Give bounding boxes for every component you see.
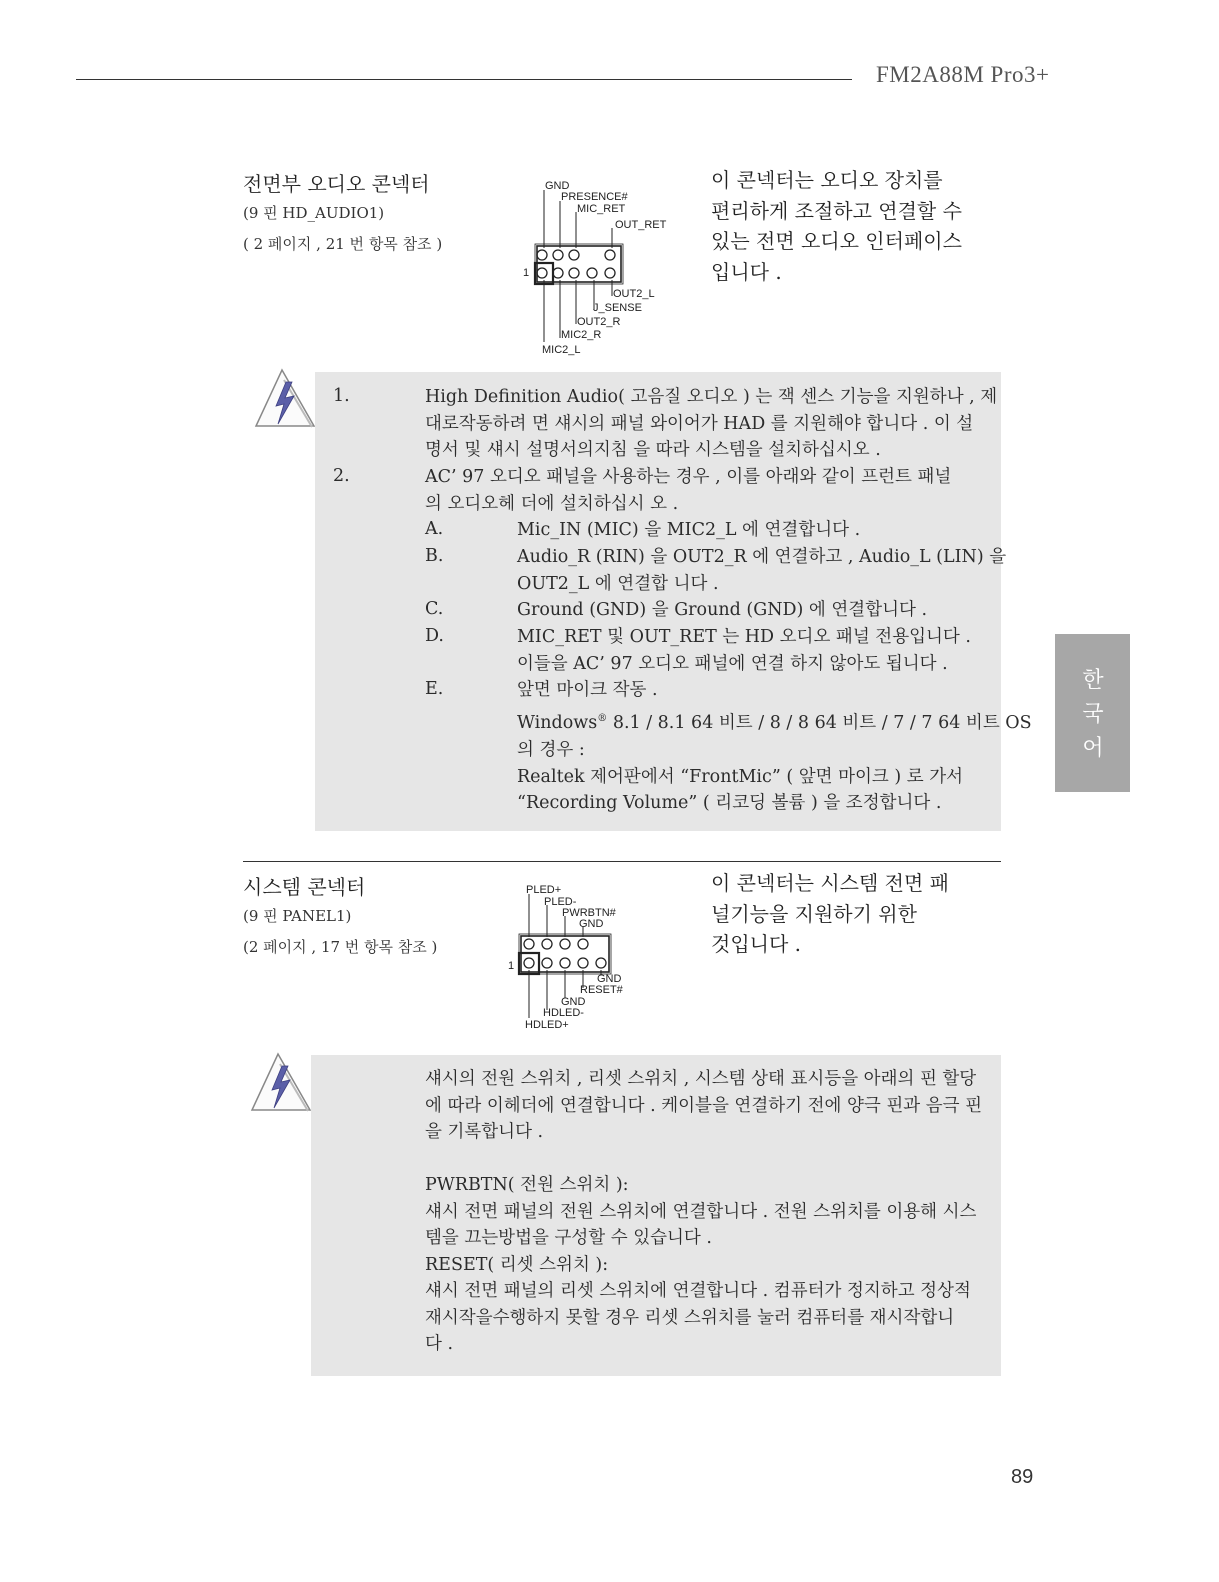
windows-text: Windows: [517, 712, 598, 733]
pin-1-label: 1: [508, 960, 515, 972]
note-line: 에 따라 이헤더에 연결합니다 . 케이블을 연결하기 전에 양극 핀과 음극 핀: [425, 1095, 982, 1116]
sub-item-d: [517, 624, 971, 677]
note-number-1: 1.: [333, 386, 350, 406]
hd-audio-pin-diagram: [520, 176, 680, 361]
pin-label-mic2-l: MIC2_L: [542, 344, 581, 356]
note-line: “Recording Volume” ( 리코딩 볼륨 ) 을 조정합니다 .: [517, 793, 942, 814]
audio-section-description: [711, 165, 962, 287]
language-side-tab: [1055, 634, 1130, 792]
note-line: 템을 끄는방법을 구성할 수 있습니다 .: [425, 1228, 712, 1248]
page-number: 89: [1011, 1466, 1034, 1488]
note-number-2: 2.: [333, 466, 350, 486]
pwrbtn-title: PWRBTN( 전원 스위치 ):: [425, 1175, 629, 1195]
pin-label-pled-minus: PLED-: [544, 896, 577, 908]
description-line: 널기능을 지원하기 위한: [711, 901, 917, 926]
registered-mark: ®: [597, 712, 608, 724]
note-line: Audio_R (RIN) 을 OUT2_R 에 연결하고 , Audio_L (LIN) 을: [517, 547, 1007, 567]
pin-label-reset: RESET#: [580, 984, 623, 996]
note-line: 섀시 전면 패널의 리셋 스위치에 연결합니다 . 컴퓨터가 정지하고 정상적: [425, 1281, 971, 1301]
pin-label-hdled-minus: HDLED-: [543, 1007, 584, 1019]
audio-section-page-ref: ( 2 페이지 , 21 번 항목 참조 ): [243, 235, 443, 253]
model-name: FM2A88M Pro3+: [876, 62, 1050, 87]
note-line: 명서 및 섀시 설명서의지침 을 따라 시스템을 설치하십시오 .: [425, 440, 881, 460]
note-line: 대로작동하려 면 섀시의 패널 와이어가 HAD 를 지원해야 합니다 . 이 설: [425, 413, 974, 434]
pin-label-presence: PRESENCE#: [561, 191, 628, 203]
pin-label-gnd-bottom: GND: [561, 996, 586, 1008]
note-line: MIC_RET 및 OUT_RET 는 HD 오디오 패널 전용입니다 .: [517, 627, 971, 647]
pin-label-hdled-plus: HDLED+: [525, 1019, 569, 1031]
panel-section-pin-info: (9 핀 PANEL1): [243, 907, 352, 925]
audio-section-title: 전면부 오디오 콘넥터: [243, 172, 430, 196]
reset-title: RESET( 리셋 스위치 ):: [425, 1254, 609, 1275]
language-tab-label: 한국어: [1082, 668, 1104, 761]
panel-section-description: [711, 868, 949, 960]
note-line: 의 경우 :: [517, 740, 585, 761]
sub-label-d: D.: [425, 626, 444, 646]
note-item-2: [425, 464, 951, 517]
sub-item-e: [517, 677, 1032, 817]
description-line: 편리하게 조절하고 연결할 수: [711, 198, 962, 223]
sub-label-c: C.: [425, 599, 444, 619]
description-line: 입니다 .: [711, 259, 782, 284]
sub-item-c: [517, 597, 927, 624]
sub-label-b: B.: [425, 546, 444, 566]
note-line: AC’ 97 오디오 패널을 사용하는 경우 , 이를 아래와 같이 프런트 패널: [425, 467, 952, 487]
note-line: 의 오디오헤 더에 설치하십시 오 .: [425, 493, 679, 514]
sub-item-b: [517, 544, 1006, 597]
description-line: 이 콘넥터는 시스템 전면 패: [711, 871, 949, 895]
note-line: 앞면 마이크 작동 .: [517, 680, 658, 700]
pin-1-label: 1: [523, 267, 530, 279]
pin-label-out-ret: OUT_RET: [615, 219, 667, 231]
pin-label-pled-plus: PLED+: [526, 884, 562, 896]
description-line: 있는 전면 오디오 인터페이스: [711, 229, 962, 253]
pin-label-out2-l: OUT2_L: [613, 288, 655, 300]
note-line: Realtek 제어판에서 “FrontMic” ( 앞면 마이크 ) 로 가서: [517, 766, 964, 787]
blank-line: [425, 1146, 982, 1173]
pin-label-j-sense: J_SENSE: [593, 302, 642, 314]
note-line-windows: [517, 704, 1032, 738]
pin-label-mic2-r: MIC2_R: [561, 329, 602, 341]
panel-note-content: [425, 1066, 982, 1358]
section-divider: [243, 861, 1001, 862]
sub-label-e: E.: [425, 679, 444, 699]
audio-section-pin-info: (9 핀 HD_AUDIO1): [243, 204, 385, 222]
pin-label-out2-r: OUT2_R: [577, 316, 621, 328]
note-line: 이들을 AC’ 97 오디오 패널에 연결 하지 않아도 됩니다 .: [517, 653, 948, 674]
panel-section-title: 시스템 콘넥터: [243, 875, 366, 899]
sub-label-a: A.: [425, 519, 444, 539]
note-line: OUT2_L 에 연결합 니다 .: [517, 573, 719, 594]
sub-item-a: [517, 517, 860, 544]
warning-icon: [252, 366, 318, 430]
note-line: 을 기록합니다 .: [425, 1122, 544, 1142]
note-line: 섀시 전면 패널의 전원 스위치에 연결합니다 . 전원 스위치를 이용해 시스: [425, 1201, 977, 1222]
note-line: 섀시의 전원 스위치 , 리셋 스위치 , 시스템 상태 표시등을 아래의 핀 할당: [425, 1069, 977, 1089]
pin-label-gnd: GND: [545, 180, 570, 192]
header-rule: [76, 79, 852, 80]
description-line: 것입니다 .: [711, 932, 801, 956]
note-line: 재시작을수행하지 못할 경우 리셋 스위치를 눌러 컴퓨터를 재시작합니: [425, 1307, 955, 1328]
note-line: Ground (GND) 을 Ground (GND) 에 연결합니다 .: [517, 600, 928, 620]
panel-section-page-ref: (2 페이지 , 17 번 항목 참조 ): [243, 938, 438, 956]
pin-label-pwrbtn: PWRBTN#: [562, 907, 616, 919]
note-item-1: [425, 384, 997, 464]
pin-label-gnd-right: GND: [597, 973, 622, 985]
note-line: Mic_IN (MIC) 을 MIC2_L 에 연결합니다 .: [517, 520, 861, 540]
windows-versions: 8.1 / 8.1 64 비트 / 8 / 8 64 비트 / 7 / 7 64 비트 OS: [607, 712, 1032, 733]
pin-label-mic-ret: MIC_RET: [577, 203, 626, 215]
description-line: 이 콘넥터는 오디오 장치를: [711, 168, 943, 192]
note-line: High Definition Audio( 고음질 오디오 ) 는 잭 센스 기능을 지원하나 , 제: [425, 387, 998, 407]
warning-icon: [248, 1050, 314, 1114]
panel-pin-diagram: [505, 880, 655, 1035]
pin-label-gnd-top: GND: [579, 918, 604, 930]
note-line: 다 .: [425, 1334, 454, 1354]
